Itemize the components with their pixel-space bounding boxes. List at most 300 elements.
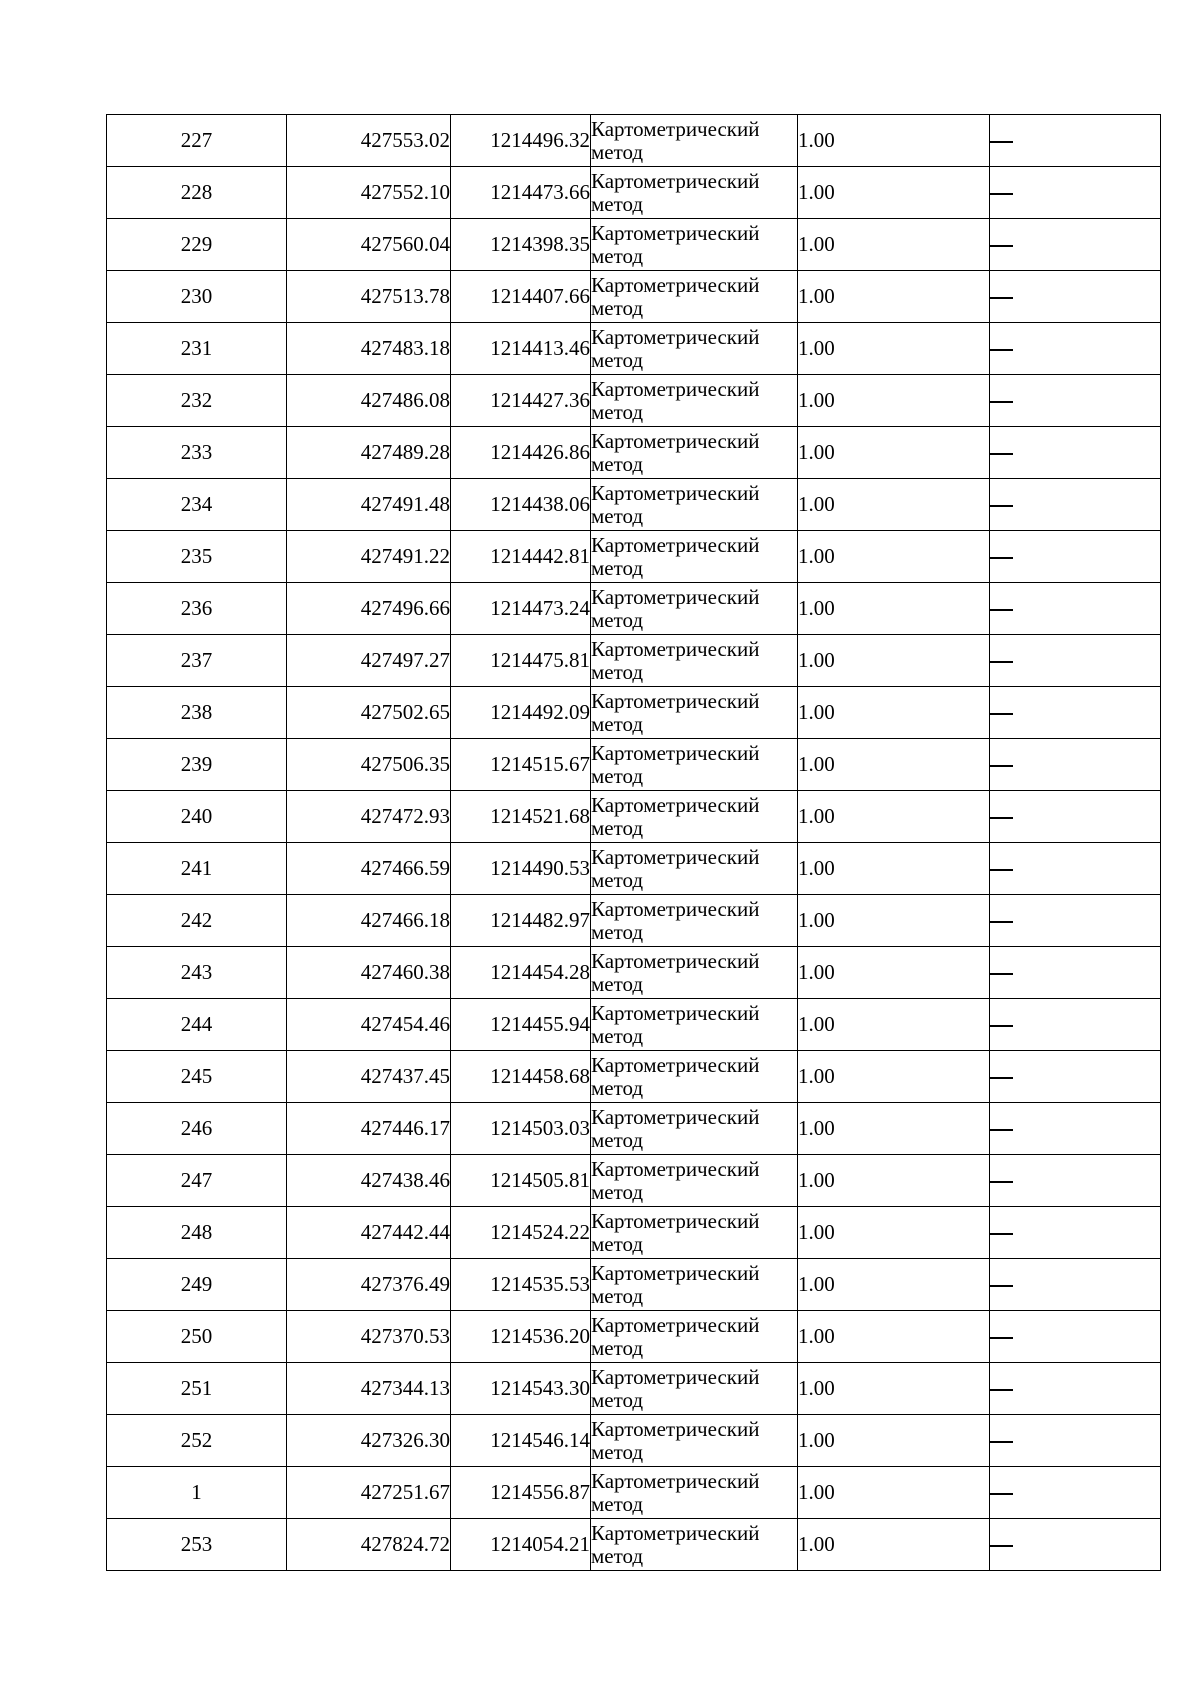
- x-coordinate-text: 427251.67: [360, 1480, 450, 1504]
- x-coordinate-cell: [287, 167, 451, 219]
- x-coordinate-text: 427376.49: [360, 1272, 450, 1296]
- x-coordinate-text: 427460.38: [360, 960, 450, 984]
- method-cell: [591, 1207, 798, 1259]
- y-coordinate-cell: [451, 583, 591, 635]
- method-cell: [591, 115, 798, 167]
- dash-glyph: [990, 1077, 1013, 1078]
- dash-glyph: [990, 1025, 1013, 1026]
- dash-glyph: [990, 401, 1013, 402]
- x-coordinate-text: 427326.30: [360, 1428, 450, 1452]
- method-cell: [591, 427, 798, 479]
- y-coordinate-text: 1214543.30: [490, 1376, 590, 1400]
- method-text: Картометрический метод: [591, 688, 760, 736]
- description-cell: [990, 1415, 1161, 1467]
- x-coordinate-cell: [287, 1467, 451, 1519]
- point-number-text: 227: [180, 128, 213, 152]
- description-cell: [990, 167, 1161, 219]
- dash-glyph: [990, 1129, 1013, 1130]
- table-row: [107, 583, 1161, 635]
- method-cell: [591, 1051, 798, 1103]
- x-coordinate-text: 427483.18: [360, 336, 450, 360]
- method-cell: [591, 583, 798, 635]
- y-coordinate-cell: [451, 947, 591, 999]
- table-row: [107, 635, 1161, 687]
- x-coordinate-text: 427437.45: [360, 1064, 450, 1088]
- x-coordinate-cell: [287, 115, 451, 167]
- method-text: Картометрический метод: [591, 1260, 760, 1308]
- method-cell: [591, 531, 798, 583]
- dash-glyph: [990, 557, 1013, 558]
- point-number-cell: [107, 1103, 287, 1155]
- point-number-cell: [107, 1363, 287, 1415]
- table-row: [107, 947, 1161, 999]
- method-text: Картометрический метод: [591, 220, 760, 268]
- x-coordinate-text: 427491.48: [360, 492, 450, 516]
- accuracy-cell: [798, 323, 990, 375]
- description-cell: [990, 531, 1161, 583]
- method-text: Картометрический метод: [591, 844, 760, 892]
- accuracy-text: 1.00: [798, 856, 835, 880]
- accuracy-cell: [798, 687, 990, 739]
- y-coordinate-cell: [451, 271, 591, 323]
- dash-glyph: [990, 505, 1013, 506]
- x-coordinate-text: 427560.04: [360, 232, 450, 256]
- description-cell: [990, 1311, 1161, 1363]
- dash-glyph: [990, 817, 1013, 818]
- y-coordinate-text: 1214054.21: [490, 1532, 590, 1556]
- table-row: [107, 1155, 1161, 1207]
- description-cell: [990, 323, 1161, 375]
- description-cell: [990, 895, 1161, 947]
- point-number-text: 246: [180, 1116, 213, 1140]
- accuracy-text: 1.00: [798, 1376, 835, 1400]
- point-number-cell: [107, 323, 287, 375]
- dash-glyph: [990, 453, 1013, 454]
- table-row: [107, 1363, 1161, 1415]
- y-coordinate-text: 1214458.68: [490, 1064, 590, 1088]
- point-number-cell: [107, 947, 287, 999]
- method-cell: [591, 219, 798, 271]
- table-row: [107, 687, 1161, 739]
- accuracy-cell: [798, 635, 990, 687]
- accuracy-cell: [798, 271, 990, 323]
- x-coordinate-cell: [287, 1207, 451, 1259]
- table-row: [107, 739, 1161, 791]
- y-coordinate-text: 1214496.32: [490, 128, 590, 152]
- y-coordinate-text: 1214455.94: [490, 1012, 590, 1036]
- description-cell: [990, 947, 1161, 999]
- description-cell: [990, 479, 1161, 531]
- dash-glyph: [990, 1233, 1013, 1234]
- dash-glyph: [990, 193, 1013, 194]
- accuracy-text: 1.00: [798, 700, 835, 724]
- accuracy-text: 1.00: [798, 128, 835, 152]
- method-text: Картометрический метод: [591, 1208, 760, 1256]
- description-cell: [990, 1207, 1161, 1259]
- y-coordinate-cell: [451, 635, 591, 687]
- point-number-cell: [107, 531, 287, 583]
- method-cell: [591, 635, 798, 687]
- table-row: [107, 1103, 1161, 1155]
- coordinates-table: [106, 114, 1161, 1571]
- x-coordinate-cell: [287, 583, 451, 635]
- y-coordinate-text: 1214482.97: [490, 908, 590, 932]
- x-coordinate-text: 427497.27: [360, 648, 450, 672]
- y-coordinate-text: 1214426.86: [490, 440, 590, 464]
- accuracy-cell: [798, 1259, 990, 1311]
- point-number-text: 234: [180, 492, 213, 516]
- point-number-cell: [107, 167, 287, 219]
- point-number-text: 231: [180, 336, 213, 360]
- method-text: Картометрический метод: [591, 1364, 760, 1412]
- dash-glyph: [990, 973, 1013, 974]
- accuracy-cell: [798, 843, 990, 895]
- y-coordinate-text: 1214536.20: [490, 1324, 590, 1348]
- accuracy-cell: [798, 1051, 990, 1103]
- description-cell: [990, 427, 1161, 479]
- dash-glyph: [990, 141, 1013, 142]
- description-cell: [990, 583, 1161, 635]
- point-number-text: 237: [180, 648, 213, 672]
- method-text: Картометрический метод: [591, 792, 760, 840]
- point-number-cell: [107, 791, 287, 843]
- table-row: [107, 1415, 1161, 1467]
- y-coordinate-text: 1214556.87: [490, 1480, 590, 1504]
- description-cell: [990, 1051, 1161, 1103]
- dash-glyph: [990, 765, 1013, 766]
- dash-glyph: [990, 1389, 1013, 1390]
- point-number-text: 240: [180, 804, 213, 828]
- y-coordinate-text: 1214535.53: [490, 1272, 590, 1296]
- method-cell: [591, 999, 798, 1051]
- y-coordinate-text: 1214492.09: [490, 700, 590, 724]
- method-text: Картометрический метод: [591, 740, 760, 788]
- y-coordinate-text: 1214442.81: [490, 544, 590, 568]
- accuracy-cell: [798, 999, 990, 1051]
- point-number-text: 243: [180, 960, 213, 984]
- table-row: [107, 1467, 1161, 1519]
- y-coordinate-cell: [451, 1467, 591, 1519]
- point-number-cell: [107, 1155, 287, 1207]
- method-cell: [591, 271, 798, 323]
- x-coordinate-text: 427506.35: [360, 752, 450, 776]
- table-row: [107, 219, 1161, 271]
- point-number-cell: [107, 479, 287, 531]
- x-coordinate-cell: [287, 1311, 451, 1363]
- method-text: Картометрический метод: [591, 1104, 760, 1152]
- accuracy-cell: [798, 375, 990, 427]
- accuracy-text: 1.00: [798, 1220, 835, 1244]
- y-coordinate-cell: [451, 1415, 591, 1467]
- accuracy-cell: [798, 115, 990, 167]
- accuracy-text: 1.00: [798, 1480, 835, 1504]
- point-number-text: 233: [180, 440, 213, 464]
- point-number-cell: [107, 375, 287, 427]
- y-coordinate-cell: [451, 1051, 591, 1103]
- y-coordinate-cell: [451, 1155, 591, 1207]
- point-number-text: 236: [180, 596, 213, 620]
- point-number-text: 230: [180, 284, 213, 308]
- point-number-cell: [107, 583, 287, 635]
- description-cell: [990, 375, 1161, 427]
- y-coordinate-text: 1214505.81: [490, 1168, 590, 1192]
- accuracy-cell: [798, 219, 990, 271]
- x-coordinate-cell: [287, 219, 451, 271]
- point-number-cell: [107, 999, 287, 1051]
- method-text: Картометрический метод: [591, 168, 760, 216]
- accuracy-text: 1.00: [798, 804, 835, 828]
- accuracy-text: 1.00: [798, 284, 835, 308]
- dash-glyph: [990, 661, 1013, 662]
- x-coordinate-text: 427486.08: [360, 388, 450, 412]
- method-cell: [591, 375, 798, 427]
- description-cell: [990, 1259, 1161, 1311]
- y-coordinate-cell: [451, 687, 591, 739]
- x-coordinate-text: 427438.46: [360, 1168, 450, 1192]
- y-coordinate-text: 1214473.24: [490, 596, 590, 620]
- accuracy-text: 1.00: [798, 440, 835, 464]
- accuracy-cell: [798, 1467, 990, 1519]
- point-number-text: 244: [180, 1012, 213, 1036]
- accuracy-cell: [798, 791, 990, 843]
- x-coordinate-text: 427454.46: [360, 1012, 450, 1036]
- y-coordinate-cell: [451, 1363, 591, 1415]
- method-text: Картометрический метод: [591, 272, 760, 320]
- x-coordinate-text: 427344.13: [360, 1376, 450, 1400]
- point-number-cell: [107, 739, 287, 791]
- dash-glyph: [990, 349, 1013, 350]
- dash-glyph: [990, 609, 1013, 610]
- y-coordinate-cell: [451, 323, 591, 375]
- accuracy-cell: [798, 1415, 990, 1467]
- y-coordinate-text: 1214475.81: [490, 648, 590, 672]
- accuracy-cell: [798, 739, 990, 791]
- method-text: Картометрический метод: [591, 1156, 760, 1204]
- accuracy-text: 1.00: [798, 1428, 835, 1452]
- accuracy-text: 1.00: [798, 596, 835, 620]
- method-text: Картометрический метод: [591, 1416, 760, 1464]
- point-number-cell: [107, 1311, 287, 1363]
- y-coordinate-text: 1214438.06: [490, 492, 590, 516]
- x-coordinate-text: 427466.59: [360, 856, 450, 880]
- method-cell: [591, 895, 798, 947]
- table-row: [107, 1259, 1161, 1311]
- x-coordinate-cell: [287, 739, 451, 791]
- point-number-cell: [107, 271, 287, 323]
- x-coordinate-cell: [287, 791, 451, 843]
- y-coordinate-text: 1214521.68: [490, 804, 590, 828]
- y-coordinate-text: 1214398.35: [490, 232, 590, 256]
- table-row: [107, 843, 1161, 895]
- x-coordinate-cell: [287, 947, 451, 999]
- y-coordinate-text: 1214524.22: [490, 1220, 590, 1244]
- table-row: [107, 375, 1161, 427]
- description-cell: [990, 1467, 1161, 1519]
- method-cell: [591, 323, 798, 375]
- x-coordinate-text: 427442.44: [360, 1220, 450, 1244]
- description-cell: [990, 739, 1161, 791]
- x-coordinate-cell: [287, 1103, 451, 1155]
- table-row: [107, 1207, 1161, 1259]
- accuracy-cell: [798, 427, 990, 479]
- table-row: [107, 1311, 1161, 1363]
- x-coordinate-text: 427472.93: [360, 804, 450, 828]
- table-row: [107, 479, 1161, 531]
- y-coordinate-cell: [451, 167, 591, 219]
- dash-glyph: [990, 1441, 1013, 1442]
- y-coordinate-text: 1214473.66: [490, 180, 590, 204]
- x-coordinate-text: 427489.28: [360, 440, 450, 464]
- y-coordinate-cell: [451, 791, 591, 843]
- description-cell: [990, 271, 1161, 323]
- point-number-cell: [107, 843, 287, 895]
- y-coordinate-text: 1214503.03: [490, 1116, 590, 1140]
- accuracy-cell: [798, 1103, 990, 1155]
- x-coordinate-cell: [287, 531, 451, 583]
- point-number-cell: [107, 687, 287, 739]
- y-coordinate-cell: [451, 1259, 591, 1311]
- x-coordinate-cell: [287, 687, 451, 739]
- y-coordinate-text: 1214427.36: [490, 388, 590, 412]
- point-number-cell: [107, 1415, 287, 1467]
- dash-glyph: [990, 713, 1013, 714]
- method-cell: [591, 479, 798, 531]
- point-number-text: 235: [180, 544, 213, 568]
- table-row: [107, 999, 1161, 1051]
- table-row: [107, 895, 1161, 947]
- dash-glyph: [990, 921, 1013, 922]
- method-cell: [591, 1259, 798, 1311]
- point-number-text: 228: [180, 180, 213, 204]
- method-text: Картометрический метод: [591, 896, 760, 944]
- point-number-cell: [107, 1467, 287, 1519]
- point-number-cell: [107, 427, 287, 479]
- x-coordinate-text: 427513.78: [360, 284, 450, 308]
- y-coordinate-cell: [451, 1103, 591, 1155]
- description-cell: [990, 1363, 1161, 1415]
- table-row: [107, 1519, 1161, 1571]
- point-number-text: 253: [180, 1532, 213, 1556]
- y-coordinate-text: 1214454.28: [490, 960, 590, 984]
- accuracy-text: 1.00: [798, 752, 835, 776]
- accuracy-text: 1.00: [798, 492, 835, 516]
- point-number-text: 242: [180, 908, 213, 932]
- point-number-text: 251: [180, 1376, 213, 1400]
- table-body: [107, 115, 1161, 1571]
- method-cell: [591, 1103, 798, 1155]
- description-cell: [990, 219, 1161, 271]
- accuracy-cell: [798, 1311, 990, 1363]
- dash-glyph: [990, 1181, 1013, 1182]
- y-coordinate-text: 1214490.53: [490, 856, 590, 880]
- y-coordinate-text: 1214546.14: [490, 1428, 590, 1452]
- x-coordinate-cell: [287, 1519, 451, 1571]
- y-coordinate-cell: [451, 1311, 591, 1363]
- x-coordinate-cell: [287, 375, 451, 427]
- table-row: [107, 1051, 1161, 1103]
- accuracy-cell: [798, 167, 990, 219]
- accuracy-cell: [798, 479, 990, 531]
- description-cell: [990, 635, 1161, 687]
- accuracy-text: 1.00: [798, 1064, 835, 1088]
- method-cell: [591, 1363, 798, 1415]
- table-row: [107, 791, 1161, 843]
- x-coordinate-text: 427370.53: [360, 1324, 450, 1348]
- table-row: [107, 167, 1161, 219]
- accuracy-text: 1.00: [798, 544, 835, 568]
- method-text: Картометрический метод: [591, 1000, 760, 1048]
- x-coordinate-cell: [287, 1155, 451, 1207]
- method-text: Картометрический метод: [591, 116, 760, 164]
- x-coordinate-text: 427552.10: [360, 180, 450, 204]
- x-coordinate-cell: [287, 271, 451, 323]
- y-coordinate-cell: [451, 1519, 591, 1571]
- y-coordinate-cell: [451, 375, 591, 427]
- accuracy-cell: [798, 947, 990, 999]
- accuracy-text: 1.00: [798, 336, 835, 360]
- x-coordinate-cell: [287, 1259, 451, 1311]
- x-coordinate-cell: [287, 999, 451, 1051]
- method-cell: [591, 167, 798, 219]
- accuracy-cell: [798, 583, 990, 635]
- method-text: Картометрический метод: [591, 1052, 760, 1100]
- y-coordinate-text: 1214413.46: [490, 336, 590, 360]
- x-coordinate-cell: [287, 1415, 451, 1467]
- point-number-text: 241: [180, 856, 213, 880]
- method-cell: [591, 739, 798, 791]
- method-cell: [591, 1155, 798, 1207]
- accuracy-text: 1.00: [798, 1532, 835, 1556]
- description-cell: [990, 115, 1161, 167]
- point-number-cell: [107, 219, 287, 271]
- method-text: Картометрический метод: [591, 948, 760, 996]
- point-number-text: 229: [180, 232, 213, 256]
- x-coordinate-cell: [287, 1051, 451, 1103]
- table-row: [107, 427, 1161, 479]
- method-cell: [591, 843, 798, 895]
- y-coordinate-cell: [451, 219, 591, 271]
- y-coordinate-cell: [451, 843, 591, 895]
- dash-glyph: [990, 297, 1013, 298]
- table-row: [107, 115, 1161, 167]
- method-text: Картометрический метод: [591, 428, 760, 476]
- y-coordinate-cell: [451, 115, 591, 167]
- y-coordinate-cell: [451, 895, 591, 947]
- accuracy-text: 1.00: [798, 1116, 835, 1140]
- x-coordinate-cell: [287, 479, 451, 531]
- method-cell: [591, 1311, 798, 1363]
- y-coordinate-cell: [451, 1207, 591, 1259]
- accuracy-text: 1.00: [798, 232, 835, 256]
- method-text: Картометрический метод: [591, 1312, 760, 1360]
- y-coordinate-text: 1214407.66: [490, 284, 590, 308]
- y-coordinate-cell: [451, 531, 591, 583]
- x-coordinate-text: 427502.65: [360, 700, 450, 724]
- accuracy-text: 1.00: [798, 1324, 835, 1348]
- method-cell: [591, 947, 798, 999]
- point-number-cell: [107, 1519, 287, 1571]
- description-cell: [990, 1155, 1161, 1207]
- y-coordinate-cell: [451, 479, 591, 531]
- point-number-text: 248: [180, 1220, 213, 1244]
- point-number-text: 238: [180, 700, 213, 724]
- point-number-text: 245: [180, 1064, 213, 1088]
- dash-glyph: [990, 1285, 1013, 1286]
- accuracy-text: 1.00: [798, 1272, 835, 1296]
- x-coordinate-text: 427491.22: [360, 544, 450, 568]
- point-number-text: 232: [180, 388, 213, 412]
- method-text: Картометрический метод: [591, 324, 760, 372]
